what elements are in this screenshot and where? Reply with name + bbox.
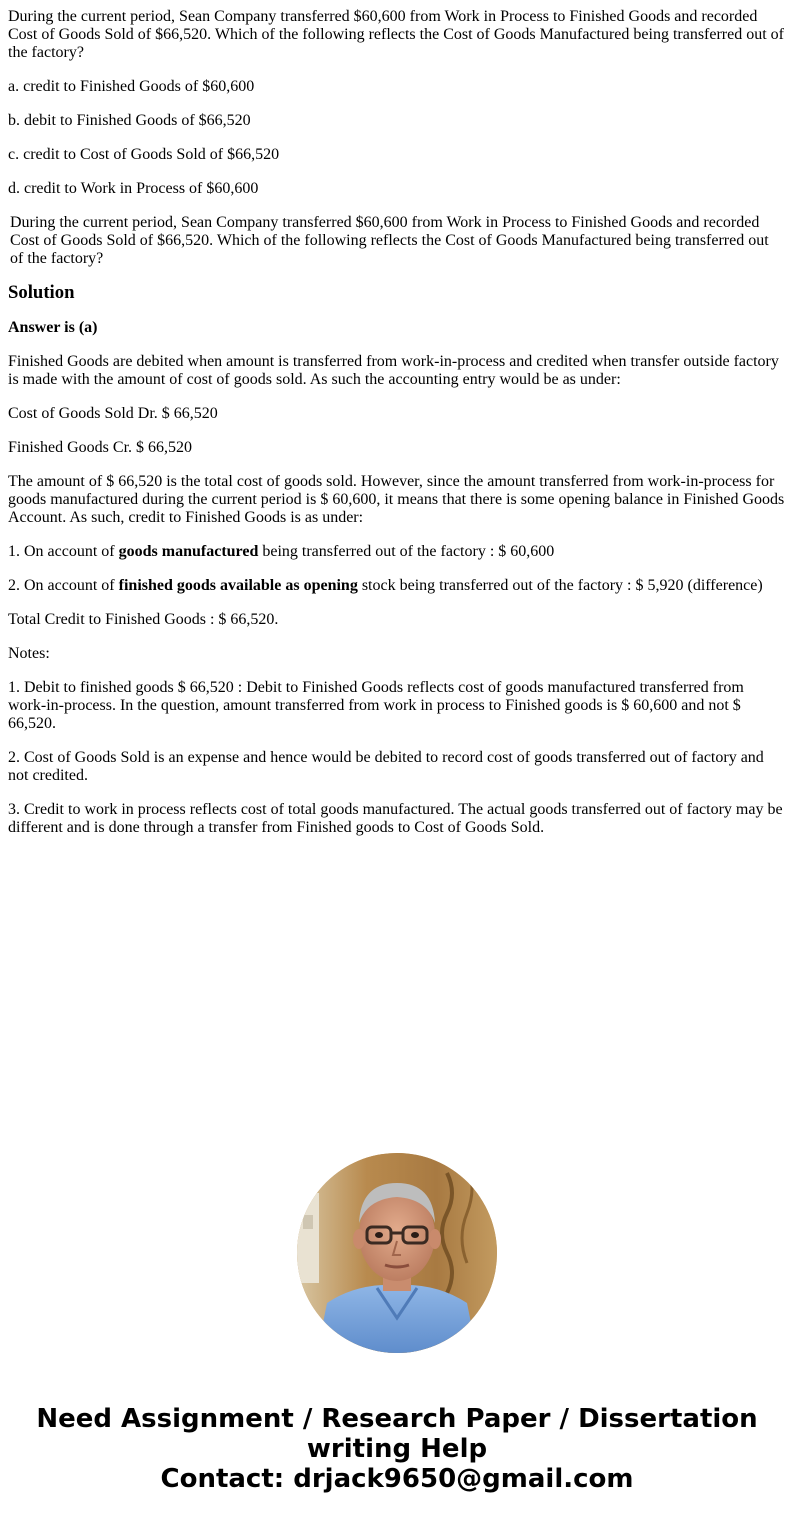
point-2-bold: finished goods available as opening bbox=[118, 577, 358, 594]
question-text: During the current period, Sean Company transferred $60,600 from Work in Process to Finished Goods and recorded Cost of Goods Sold of $66,520. Which of the following reflects the Cost of Goods Manufactured being transferred out of the factory? bbox=[8, 8, 784, 61]
avatar-photo bbox=[297, 1153, 497, 1353]
footer-line-2: writing Help bbox=[306, 1434, 488, 1464]
avatar bbox=[297, 1153, 497, 1353]
point-1 bbox=[8, 543, 786, 561]
entry-credit: Finished Goods Cr. $ 66,520 bbox=[8, 439, 193, 456]
option-b: b. debit to Finished Goods of $66,520 bbox=[8, 112, 251, 129]
point-2 bbox=[8, 577, 786, 595]
explanation: Finished Goods are debited when amount is transferred from work-in-process and credited when transfer outside factory is made with the amount of cost of goods sold. As such the accounting entry would be as under: bbox=[8, 353, 779, 388]
option-d: d. credit to Work in Process of $60,600 bbox=[8, 180, 259, 197]
notes-label: Notes: bbox=[8, 645, 50, 662]
option-c: c. credit to Cost of Goods Sold of $66,520 bbox=[8, 146, 280, 163]
footer-contact: Contact: drjack9650@gmail.com bbox=[160, 1464, 634, 1494]
solution-heading: Solution bbox=[8, 282, 75, 303]
option-a: a. credit to Finished Goods of $60,600 bbox=[8, 78, 255, 95]
analysis: The amount of $ 66,520 is the total cost of goods sold. However, since the amount transferred from work-in-process for goods manufactured during the current period is $ 60,600, it means that there is some opening balance in Finished Goods Account. As such, credit to Finished Goods is as under: bbox=[8, 473, 785, 526]
footer-banner bbox=[0, 1404, 794, 1494]
answer-line: Answer is (a) bbox=[8, 319, 98, 336]
note-1: 1. Debit to finished goods $ 66,520 : Debit to Finished Goods reflects cost of goods manufactured transferred from work-in-process. In the question, amount transferred from work in process to Finished goods is $ 60,600 and not $ 66,520. bbox=[8, 679, 744, 732]
question-repeat-box bbox=[8, 214, 772, 268]
question-repeat-text: During the current period, Sean Company transferred $60,600 from Work in Process to Finished Goods and recorded Cost of Goods Sold of $66,520. Which of the following reflects the Cost of Goods Manufactured being transferred out of the factory? bbox=[10, 214, 769, 267]
point-1-prefix: 1. On account of bbox=[8, 543, 119, 560]
point-1-suffix: being transferred out of the factory : $ 60,600 bbox=[258, 543, 555, 560]
point-2-suffix: stock being transferred out of the factory : $ 5,920 (difference) bbox=[357, 577, 763, 594]
note-2: 2. Cost of Goods Sold is an expense and hence would be debited to record cost of goods transferred out of factory and not credited. bbox=[8, 749, 764, 784]
footer-line-1: Need Assignment / Research Paper / Dissertation bbox=[36, 1404, 758, 1434]
entry-debit: Cost of Goods Sold Dr. $ 66,520 bbox=[8, 405, 218, 422]
point-1-bold: goods manufactured bbox=[118, 543, 259, 560]
point-2-prefix: 2. On account of bbox=[8, 577, 119, 594]
note-3: 3. Credit to work in process reflects cost of total goods manufactured. The actual goods transferred out of factory may be different and is done through a transfer from Finished goods to Cost of Goods Sold. bbox=[8, 801, 783, 836]
total-credit: Total Credit to Finished Goods : $ 66,520. bbox=[8, 611, 279, 628]
page-content bbox=[8, 8, 786, 853]
